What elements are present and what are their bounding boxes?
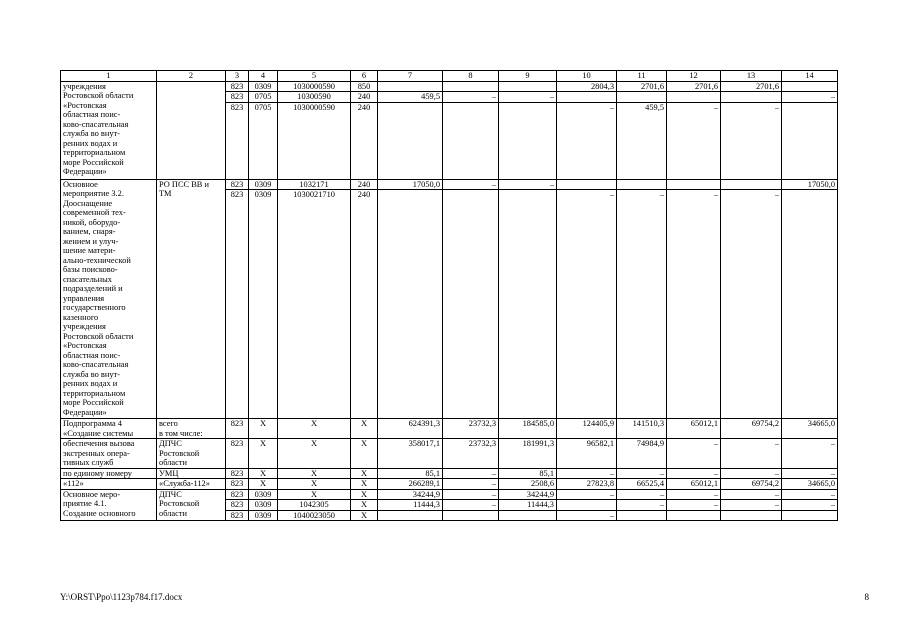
table-cell: – [499,179,557,190]
row-label: Подпрограмма 4 «Создание системы [61,419,157,439]
table-cell: 459,5 [378,92,443,103]
table-cell: – [499,92,557,103]
table-cell: – [667,102,721,179]
row-label: по единому номеру [61,468,157,479]
table-cell: – [721,439,782,469]
table-cell: – [721,190,782,419]
row-label: учреждения Ростовской области «Ростовская областная поис- ково-спасательная служба во внут- ренних водах и территориальном море Российской Федерации» [61,81,157,179]
table-cell: Х [278,439,351,469]
table-cell: 34244,9 [378,489,443,500]
column-number-14: 14 [782,71,838,82]
table-row [61,479,838,490]
table-cell [667,179,721,190]
table-cell: Х [249,479,278,490]
table-cell: – [782,468,838,479]
table-cell: – [667,500,721,511]
table-row [61,489,838,500]
budget-table [60,70,838,521]
table-cell [378,190,443,419]
table-cell: 823 [226,190,249,419]
table-cell: 23732,3 [443,419,499,439]
column-number-10: 10 [557,71,617,82]
table-cell: Х [278,479,351,490]
table-cell: – [782,500,838,511]
table-cell: 0309 [249,500,278,511]
executor-cell [157,81,226,179]
table-cell: 1030000590 [278,102,351,179]
table-cell: Х [351,479,378,490]
table-cell: 1032171 [278,179,351,190]
table-cell: 85,1 [499,468,557,479]
table-cell: 823 [226,489,249,500]
table-cell: 181991,3 [499,439,557,469]
table-cell: Х [351,500,378,511]
table-cell: – [443,489,499,500]
table-cell: 240 [351,179,378,190]
table-cell: – [667,489,721,500]
executor-cell: РО ПСС ВВ и ТМ [157,179,226,419]
table-cell: 124405,9 [557,419,617,439]
table-cell: 65012,1 [667,419,721,439]
table-cell: 240 [351,190,378,419]
table-cell: 69754,2 [721,419,782,439]
table-cell: 823 [226,179,249,190]
table-cell: – [443,179,499,190]
table-cell: – [721,500,782,511]
table-cell: – [721,102,782,179]
row-label: «112» [61,479,157,490]
table-cell: – [443,92,499,103]
table-cell: Х [249,419,278,439]
row-label: Основное меро- приятие 4.1. Создание основного [61,489,157,521]
table-cell [721,92,782,103]
table-cell: 0705 [249,92,278,103]
footer-file-path: Y:\ORST\Ppo\1123p784.f17.docx [60,592,183,602]
table-cell: Х [278,468,351,479]
table-cell [378,102,443,179]
table-cell: 11444,3 [378,500,443,511]
column-number-9: 9 [499,71,557,82]
table-header-row [61,71,838,82]
table-cell: 85,1 [378,468,443,479]
table-cell: 0309 [249,179,278,190]
table-cell: 823 [226,102,249,179]
column-number-6: 6 [351,71,378,82]
row-label: обеспечения вызова экстренных опера- тивных служб [61,439,157,469]
table-cell [557,179,617,190]
executor-cell: ДПЧС Ростовской области [157,489,226,521]
table-cell [443,510,499,521]
table-cell: 34244,9 [499,489,557,500]
table-cell: 1030021710 [278,190,351,419]
table-cell: – [557,468,617,479]
table-cell: 65012,1 [667,479,721,490]
table-cell: 823 [226,500,249,511]
table-cell: 823 [226,81,249,92]
table-cell: – [443,468,499,479]
table-cell: 2804,3 [557,81,617,92]
table-cell [667,510,721,521]
table-cell: 823 [226,439,249,469]
table-cell: 23732,3 [443,439,499,469]
table-cell: – [617,489,667,500]
table-cell: – [721,489,782,500]
row-label: Основное мероприятие 3.2. Дооснащение современной тех- никой, оборудо- ванием, снаря- жением и улуч- шение матери- ально-технической базы поисково- спасательных подразделений и управления государственного казенного учреждения Ростовской области «Ростовская областная поис- ково-спасательная служба во внут- ренних водах и территориальном море Российской Федерации» [61,179,157,419]
table-row [61,419,838,439]
table-cell: 11444,3 [499,500,557,511]
table-cell: 141510,3 [617,419,667,439]
table-cell: – [667,439,721,469]
table-cell [721,179,782,190]
executor-cell: всего в том числе: [157,419,226,439]
table-cell: 96582,1 [557,439,617,469]
table-cell [378,510,443,521]
table-cell [443,190,499,419]
table-cell: Х [278,419,351,439]
table-cell [499,81,557,92]
table-row [61,81,838,92]
table-cell: 823 [226,510,249,521]
column-number-7: 7 [378,71,443,82]
table-cell: 69754,2 [721,479,782,490]
column-number-4: 4 [249,71,278,82]
table-cell: 184585,0 [499,419,557,439]
table-cell [499,510,557,521]
table-cell [617,510,667,521]
table-cell: 10300590 [278,92,351,103]
table-row [61,468,838,479]
table-cell: 850 [351,81,378,92]
table-cell: 2701,6 [721,81,782,92]
table-cell: – [721,468,782,479]
table-cell [782,190,838,419]
table-cell: 823 [226,479,249,490]
table-cell [782,81,838,92]
executor-cell: ДПЧС Ростовской области [157,439,226,469]
table-cell: 34665,0 [782,419,838,439]
table-cell: Х [351,510,378,521]
column-number-11: 11 [617,71,667,82]
table-cell: 358017,1 [378,439,443,469]
table-cell [667,92,721,103]
table-cell: 17050,0 [378,179,443,190]
table-cell: Х [351,419,378,439]
table-cell [557,500,617,511]
table-cell: – [557,102,617,179]
table-cell [443,102,499,179]
table-cell [721,510,782,521]
table-row [61,179,838,190]
table-cell [378,81,443,92]
table-cell: 2508,6 [499,479,557,490]
column-number-12: 12 [667,71,721,82]
table-cell: 27823,8 [557,479,617,490]
table-cell: 17050,0 [782,179,838,190]
table-cell: Х [351,489,378,500]
table-cell: – [617,500,667,511]
table-cell: Х [351,439,378,469]
table-cell: – [557,190,617,419]
table-cell: 459,5 [617,102,667,179]
table-cell: Х [249,468,278,479]
table-cell: – [557,489,617,500]
table-cell: – [667,190,721,419]
table-cell [617,92,667,103]
table-cell: – [443,479,499,490]
table-cell: 1030000590 [278,81,351,92]
table-cell: – [617,468,667,479]
table-cell: 74984,9 [617,439,667,469]
table-cell: 240 [351,92,378,103]
table-cell: 823 [226,92,249,103]
table-cell: – [557,510,617,521]
column-number-1: 1 [61,71,157,82]
table-cell: 2701,6 [667,81,721,92]
column-number-3: 3 [226,71,249,82]
table-cell [499,102,557,179]
table-cell [782,510,838,521]
table-cell: 624391,3 [378,419,443,439]
column-number-13: 13 [721,71,782,82]
page-number: 8 [864,592,869,602]
table-cell: 34665,0 [782,479,838,490]
table-cell: 0309 [249,81,278,92]
column-number-5: 5 [278,71,351,82]
table-cell: Х [278,489,351,500]
table-cell: 2701,6 [617,81,667,92]
table-cell [782,102,838,179]
table-cell: – [443,500,499,511]
executor-cell: УМЦ [157,468,226,479]
column-number-2: 2 [157,71,226,82]
table-row [61,439,838,469]
table-cell: 0309 [249,510,278,521]
table-cell: 0309 [249,190,278,419]
table-cell: 1040023050 [278,510,351,521]
table-cell: – [667,468,721,479]
table-cell: 0309 [249,489,278,500]
table-cell [557,92,617,103]
table-cell [443,81,499,92]
executor-cell: «Служба-112» [157,479,226,490]
table-cell: – [782,439,838,469]
column-number-8: 8 [443,71,499,82]
table-cell: 0705 [249,102,278,179]
table-cell: Х [249,439,278,469]
table-cell: 1042305 [278,500,351,511]
table-cell: – [782,489,838,500]
table-cell [499,190,557,419]
table-cell: 240 [351,102,378,179]
table-cell [617,179,667,190]
table-cell: 823 [226,468,249,479]
table-cell: – [782,92,838,103]
table-cell: – [617,190,667,419]
table-cell: 66525,4 [617,479,667,490]
table-cell: 266289,1 [378,479,443,490]
table-cell: 823 [226,419,249,439]
table-cell: Х [351,468,378,479]
